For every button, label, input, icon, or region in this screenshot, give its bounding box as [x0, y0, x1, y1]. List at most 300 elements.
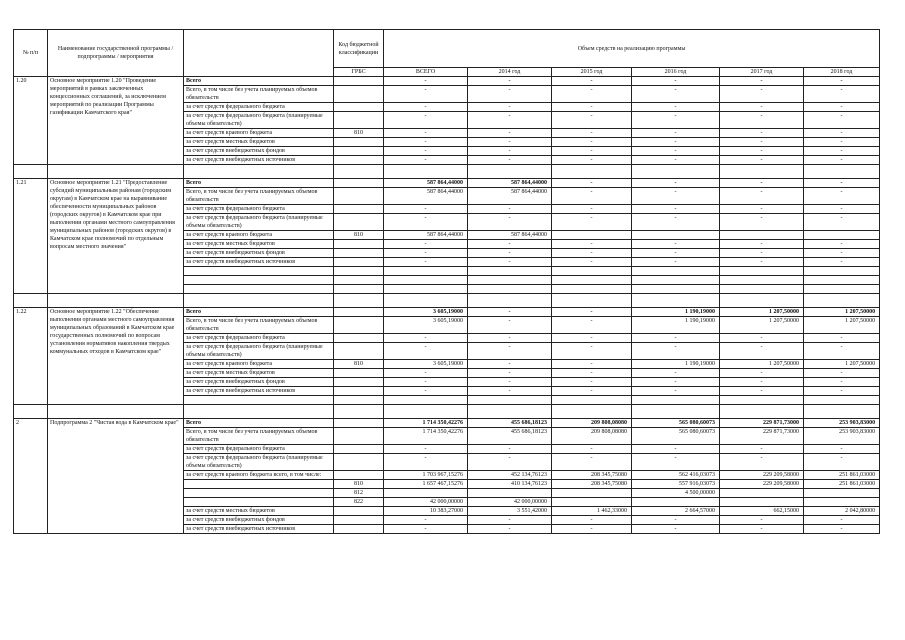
year-value: - [632, 516, 720, 525]
empty-cell [468, 294, 552, 308]
year-value: - [552, 334, 632, 343]
empty-cell [184, 294, 334, 308]
total-value: - [384, 129, 468, 138]
funding-source-label: Всего, в том числе без учета планируемых объемов обязательств [184, 188, 334, 205]
grbs-code [334, 343, 384, 360]
year-value: - [720, 343, 804, 360]
empty-cell [384, 165, 468, 179]
year-value: - [804, 147, 880, 156]
row-number: 1.22 [14, 308, 48, 405]
year-value: 557 916,03073 [632, 480, 720, 489]
year-value: - [468, 387, 552, 396]
year-value: - [468, 249, 552, 258]
total-value: - [384, 240, 468, 249]
funding-source-label: Всего [184, 308, 334, 317]
empty-cell [184, 276, 334, 285]
year-value: - [552, 445, 632, 454]
year-value: 1 190,19000 [632, 360, 720, 369]
year-value: - [552, 147, 632, 156]
empty-cell [804, 165, 880, 179]
funding-source-label: за счет средств краевого бюджета [184, 129, 334, 138]
empty-cell [468, 285, 552, 294]
year-value: 2 664,57000 [632, 507, 720, 516]
funding-source-label: за счет средств внебюджетных фондов [184, 516, 334, 525]
year-value: - [720, 214, 804, 231]
grbs-code: 810 [334, 231, 384, 240]
empty-cell [384, 285, 468, 294]
grbs-code [334, 249, 384, 258]
empty-cell [552, 165, 632, 179]
funding-source-label: за счет средств местных бюджетов [184, 369, 334, 378]
total-value: 3 605,19000 [384, 317, 468, 334]
header-total: ВСЕГО [384, 68, 468, 77]
year-value: - [804, 249, 880, 258]
year-value: - [468, 129, 552, 138]
grbs-code [334, 419, 384, 428]
header-blank [184, 30, 334, 77]
total-value: - [384, 249, 468, 258]
year-value: - [468, 214, 552, 231]
year-value: - [804, 454, 880, 471]
empty-cell [804, 294, 880, 308]
total-value: - [384, 156, 468, 165]
year-value: - [632, 214, 720, 231]
year-value: 251 861,03000 [804, 471, 880, 480]
year-value: - [632, 86, 720, 103]
grbs-code [334, 445, 384, 454]
year-value: - [552, 240, 632, 249]
year-value: - [804, 258, 880, 267]
funding-source-label: за счет средств федерального бюджета (планируемые объемы обязательств) [184, 112, 334, 129]
year-value: 251 861,03000 [804, 480, 880, 489]
year-value: - [552, 205, 632, 214]
total-value: - [384, 214, 468, 231]
table-row [14, 179, 880, 188]
empty-cell [804, 405, 880, 419]
year-value: - [804, 387, 880, 396]
total-value: - [384, 343, 468, 360]
empty-cell [384, 294, 468, 308]
header-year-2015: 2015 год [552, 68, 632, 77]
empty-cell [632, 285, 720, 294]
year-value: 565 080,60073 [632, 428, 720, 445]
funding-source-label: за счет средств федерального бюджета (планируемые объемы обязательств) [184, 454, 334, 471]
empty-cell [632, 405, 720, 419]
empty-cell [632, 294, 720, 308]
year-value: 587 864,44000 [468, 179, 552, 188]
year-value: - [552, 179, 632, 188]
grbs-code [334, 507, 384, 516]
row-number: 2 [14, 419, 48, 534]
year-value: - [552, 317, 632, 334]
funding-source-label: за счет средств внебюджетных источников [184, 387, 334, 396]
year-value: - [804, 445, 880, 454]
empty-cell [334, 276, 384, 285]
program-name: Основное мероприятие 1.20 "Проведение мероприятий в рамках заключенных концессионных соглашений, за исключением мероприятий по реализации Программы газификации Камчатского края" [48, 77, 184, 165]
total-value: - [384, 369, 468, 378]
year-value: - [804, 214, 880, 231]
total-value: 1 703 967,15276 [384, 471, 468, 480]
year-value: - [804, 369, 880, 378]
year-value: - [804, 179, 880, 188]
year-value: - [552, 258, 632, 267]
program-name: Основное мероприятие 1.21 "Предоставление субсидий муниципальным районам (городским округам) в Камчатском крае на выравнивание обеспеченности муниципальных районов (городских округов) в Камчатском крае при выполнении органами местного самоуправления муниципальных районов (городских округов) в Камчатском крае полномочий по отдельным вопросам местного значения" [48, 179, 184, 294]
year-value: 229 871,73000 [720, 419, 804, 428]
funding-source-label: за счет средств краевого бюджета [184, 360, 334, 369]
grbs-code: 822 [334, 498, 384, 507]
year-value: 1 462,33000 [552, 507, 632, 516]
table-row [14, 308, 880, 317]
year-value: - [468, 454, 552, 471]
empty-cell [804, 396, 880, 405]
year-value: - [804, 138, 880, 147]
grbs-code [334, 387, 384, 396]
year-value: - [468, 138, 552, 147]
grbs-code [334, 214, 384, 231]
funding-source-label: Всего [184, 419, 334, 428]
year-value: - [720, 525, 804, 534]
empty-cell [334, 285, 384, 294]
year-value: - [552, 138, 632, 147]
funding-source-label: за счет средств федерального бюджета [184, 205, 334, 214]
year-value [804, 231, 880, 240]
empty-cell [334, 396, 384, 405]
total-value: 1 714 350,42276 [384, 428, 468, 445]
empty-cell [632, 165, 720, 179]
year-value: - [468, 240, 552, 249]
empty-cell [720, 294, 804, 308]
header-volume: Объем средств на реализацию программы [384, 30, 880, 68]
year-value: 662,15000 [720, 507, 804, 516]
year-value [804, 489, 880, 498]
funding-source-label: за счет средств федерального бюджета [184, 334, 334, 343]
total-value: - [384, 86, 468, 103]
year-value: - [720, 258, 804, 267]
funding-source-label: за счет средств местных бюджетов [184, 240, 334, 249]
total-value [384, 489, 468, 498]
total-value: - [384, 387, 468, 396]
empty-cell [720, 165, 804, 179]
empty-cell [384, 267, 468, 276]
empty-cell [48, 165, 184, 179]
empty-cell [184, 267, 334, 276]
total-value: 587 864,44000 [384, 179, 468, 188]
year-value: 208 345,75080 [552, 471, 632, 480]
year-value: - [468, 317, 552, 334]
funding-source-label: Всего, в том числе без учета планируемых объемов обязательств [184, 317, 334, 334]
year-value: 587 864,44000 [468, 188, 552, 205]
empty-cell [14, 405, 48, 419]
grbs-code: 810 [334, 480, 384, 489]
total-value: 587 864,44000 [384, 188, 468, 205]
funding-source-label: за счет средств федерального бюджета [184, 103, 334, 112]
total-value: 3 605,19000 [384, 308, 468, 317]
empty-cell [720, 285, 804, 294]
year-value: - [720, 516, 804, 525]
funding-source-label: за счет средств федерального бюджета (планируемые объемы обязательств) [184, 343, 334, 360]
year-value [720, 498, 804, 507]
empty-cell [552, 276, 632, 285]
year-value [552, 489, 632, 498]
year-value: 229 209,58000 [720, 471, 804, 480]
grbs-code [334, 378, 384, 387]
grbs-code [334, 334, 384, 343]
year-value: - [632, 179, 720, 188]
year-value: - [552, 156, 632, 165]
grbs-code [334, 138, 384, 147]
year-value: 2 042,80000 [804, 507, 880, 516]
year-value: - [804, 156, 880, 165]
year-value: - [632, 334, 720, 343]
funding-source-label: за счет средств внебюджетных источников [184, 258, 334, 267]
grbs-code [334, 156, 384, 165]
empty-cell [804, 285, 880, 294]
year-value: - [804, 112, 880, 129]
grbs-code [334, 308, 384, 317]
header-num: № п/п [14, 30, 48, 77]
year-value: - [552, 369, 632, 378]
year-value [552, 498, 632, 507]
year-value: 455 686,18123 [468, 419, 552, 428]
year-value: 229 209,58000 [720, 480, 804, 489]
year-value: - [468, 516, 552, 525]
grbs-code [334, 317, 384, 334]
year-value: - [632, 240, 720, 249]
empty-cell [468, 396, 552, 405]
total-value: - [384, 378, 468, 387]
year-value: - [804, 77, 880, 86]
year-value: - [552, 516, 632, 525]
funding-source-label: за счет средств местных бюджетов [184, 507, 334, 516]
year-value [552, 231, 632, 240]
year-value: - [632, 103, 720, 112]
year-value: - [804, 516, 880, 525]
total-value: 1 657 467,15276 [384, 480, 468, 489]
funding-source-label: за счет средств краевого бюджета [184, 231, 334, 240]
year-value: - [720, 129, 804, 138]
empty-cell [632, 276, 720, 285]
year-value: - [720, 445, 804, 454]
year-value: 410 134,76123 [468, 480, 552, 489]
empty-cell [552, 294, 632, 308]
year-value: 1 207,50000 [720, 317, 804, 334]
empty-cell [804, 276, 880, 285]
header-year-2014: 2014 год [468, 68, 552, 77]
year-value: - [632, 129, 720, 138]
year-value: 1 207,50000 [804, 360, 880, 369]
total-value: - [384, 147, 468, 156]
year-value: 229 871,73000 [720, 428, 804, 445]
empty-cell [384, 276, 468, 285]
year-value: - [720, 387, 804, 396]
total-value: 10 383,27000 [384, 507, 468, 516]
grbs-code [334, 525, 384, 534]
grbs-code [334, 86, 384, 103]
grbs-code [334, 112, 384, 129]
row-number: 1.21 [14, 179, 48, 294]
year-value: - [720, 378, 804, 387]
grbs-code [334, 471, 384, 480]
empty-cell [184, 285, 334, 294]
grbs-code [334, 77, 384, 86]
funding-source-label: за счет средств федерального бюджета [184, 445, 334, 454]
year-value: 42 000,00000 [468, 498, 552, 507]
empty-cell [552, 285, 632, 294]
empty-cell [334, 294, 384, 308]
total-value: - [384, 445, 468, 454]
grbs-code [334, 369, 384, 378]
year-value: - [552, 343, 632, 360]
year-value [720, 489, 804, 498]
year-value: - [552, 188, 632, 205]
header-name: Наименование государственной программы / подпрограммы / мероприятия [48, 30, 184, 77]
year-value: - [804, 525, 880, 534]
year-value: 209 808,08080 [552, 428, 632, 445]
year-value: - [804, 129, 880, 138]
total-value: - [384, 112, 468, 129]
year-value: 209 808,08080 [552, 419, 632, 428]
year-value: - [720, 86, 804, 103]
year-value: - [632, 156, 720, 165]
year-value: 455 686,18123 [468, 428, 552, 445]
year-value: 565 080,60073 [632, 419, 720, 428]
year-value: - [720, 77, 804, 86]
grbs-code [334, 205, 384, 214]
year-value: 1 190,19000 [632, 308, 720, 317]
year-value: - [552, 387, 632, 396]
grbs-code [334, 240, 384, 249]
year-value: - [468, 360, 552, 369]
header-year-2016: 2016 год [632, 68, 720, 77]
year-value: - [552, 112, 632, 129]
funding-source-label: за счет средств внебюджетных источников [184, 156, 334, 165]
empty-cell [468, 276, 552, 285]
funding-source-label: Всего [184, 77, 334, 86]
year-value: 1 190,19000 [632, 317, 720, 334]
year-value: - [804, 188, 880, 205]
year-value: - [632, 445, 720, 454]
year-value: 562 416,03073 [632, 471, 720, 480]
year-value: 587 864,44000 [468, 231, 552, 240]
year-value: - [720, 138, 804, 147]
year-value: 253 903,83000 [804, 428, 880, 445]
year-value: - [632, 343, 720, 360]
table-row [14, 419, 880, 428]
year-value: - [720, 369, 804, 378]
total-value: - [384, 138, 468, 147]
empty-cell [552, 405, 632, 419]
empty-cell [468, 165, 552, 179]
empty-cell [184, 165, 334, 179]
year-value: - [468, 156, 552, 165]
year-value: - [468, 445, 552, 454]
year-value: - [468, 343, 552, 360]
year-value: - [552, 86, 632, 103]
empty-cell [632, 267, 720, 276]
funding-source-label [184, 489, 334, 498]
year-value: - [720, 188, 804, 205]
year-value: - [632, 138, 720, 147]
year-value: - [804, 103, 880, 112]
funding-source-label: Всего, в том числе без учета планируемых объемов обязательств [184, 86, 334, 103]
empty-cell [552, 396, 632, 405]
total-value: - [384, 525, 468, 534]
year-value: 4 500,00000 [632, 489, 720, 498]
year-value: - [632, 387, 720, 396]
year-value: - [804, 378, 880, 387]
year-value: - [552, 525, 632, 534]
year-value: - [804, 205, 880, 214]
total-value: - [384, 516, 468, 525]
year-value: - [720, 147, 804, 156]
empty-cell [184, 396, 334, 405]
empty-cell [468, 405, 552, 419]
year-value [720, 231, 804, 240]
total-value: - [384, 334, 468, 343]
grbs-code [334, 188, 384, 205]
year-value: - [632, 205, 720, 214]
empty-cell [804, 267, 880, 276]
program-name: Подпрограмма 2 "Чистая вода в Камчатском крае" [48, 419, 184, 534]
year-value: - [552, 308, 632, 317]
year-value: - [632, 454, 720, 471]
year-value: - [468, 525, 552, 534]
year-value: - [804, 86, 880, 103]
year-value: - [632, 369, 720, 378]
empty-cell [334, 165, 384, 179]
year-value [804, 498, 880, 507]
funding-source-label: за счет средств внебюджетных фондов [184, 147, 334, 156]
grbs-code: 812 [334, 489, 384, 498]
year-value: - [468, 205, 552, 214]
year-value: - [720, 454, 804, 471]
empty-cell [384, 405, 468, 419]
program-funding-table [13, 29, 880, 534]
funding-source-label: за счет средств местных бюджетов [184, 138, 334, 147]
grbs-code: 810 [334, 360, 384, 369]
section-spacer [14, 294, 880, 308]
grbs-code [334, 516, 384, 525]
funding-source-label: за счет средств внебюджетных источников [184, 525, 334, 534]
year-value: - [468, 103, 552, 112]
year-value: 3 551,42000 [468, 507, 552, 516]
year-value: - [632, 147, 720, 156]
year-value: - [552, 360, 632, 369]
year-value: 1 207,50000 [720, 360, 804, 369]
total-value: - [384, 454, 468, 471]
total-value: - [384, 77, 468, 86]
empty-cell [720, 276, 804, 285]
total-value: - [384, 258, 468, 267]
year-value: - [720, 179, 804, 188]
funding-source-label: за счет средств внебюджетных фондов [184, 378, 334, 387]
year-value: - [720, 156, 804, 165]
header-code: Код бюджетной классификации [334, 30, 384, 68]
program-name: Основное мероприятие 1.22 "Обеспечение выполнения органами местного самоуправления муниципальных образований в Камчатском крае государственных полномочий по вопросам установления нормативов накопления твердых коммунальных отходов в Камчатском крае" [48, 308, 184, 405]
year-value: - [468, 258, 552, 267]
empty-cell [184, 405, 334, 419]
year-value: - [468, 308, 552, 317]
year-value: - [804, 343, 880, 360]
total-value: - [384, 103, 468, 112]
grbs-code [334, 147, 384, 156]
funding-source-label: Всего, в том числе без учета планируемых объемов обязательств [184, 428, 334, 445]
year-value: - [552, 378, 632, 387]
row-number: 1.20 [14, 77, 48, 165]
funding-source-label [184, 480, 334, 489]
year-value [632, 498, 720, 507]
year-value: - [552, 77, 632, 86]
